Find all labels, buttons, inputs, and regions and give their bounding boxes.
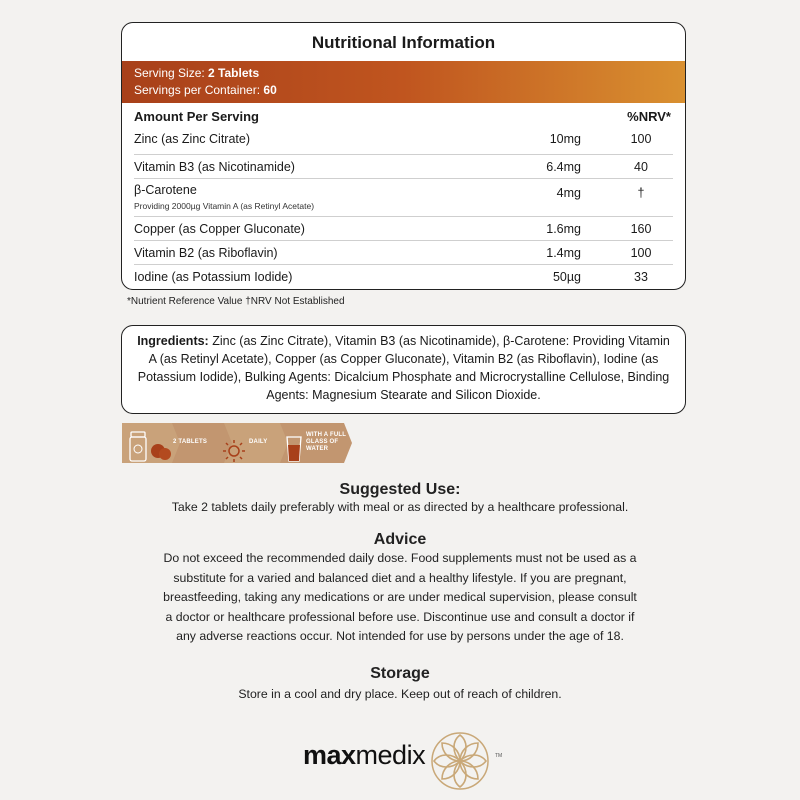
- nutrient-name: Vitamin B3 (as Nicotinamide): [134, 160, 295, 174]
- step-daily-label: DAILY: [249, 439, 268, 445]
- ingredients-text: Zinc (as Zinc Citrate), Vitamin B3 (as Nicotinamide), β-Carotene: Providing Vitamin A (as Retinyl Acetate), Copper (as Copper Gluconate), Vitamin B2 (as Riboflavin), Iodine (as Potassium Iodide), Bulking Agents: Dicalcium Phosphate and Microcrystalline Cellulose, Binding Agents: Magnesium Stearate and Silicon Dioxide.: [137, 334, 670, 402]
- step-water-line2: GLASS OF: [306, 439, 339, 445]
- brand-name-bold: max: [303, 740, 356, 770]
- sun-icon: [222, 431, 246, 471]
- nutrient-nrv: 100: [630, 246, 652, 260]
- nrv-footnote: *Nutrient Reference Value †NRV Not Established: [127, 296, 345, 307]
- nutrient-amount: 50µg: [552, 270, 581, 284]
- brand-logo-lockup: [303, 731, 533, 791]
- table-row: [134, 265, 673, 289]
- nutrient-nrv: 40: [634, 160, 648, 174]
- table-row: [134, 241, 673, 265]
- brand-name: [303, 740, 425, 771]
- nutrient-name: Iodine (as Potassium Iodide): [134, 270, 293, 284]
- nutrient-name: Vitamin B2 (as Riboflavin): [134, 246, 278, 260]
- serving-size-label: Serving Size:: [134, 66, 205, 80]
- leaf-emblem-icon: [430, 731, 490, 791]
- table-row: [134, 131, 673, 155]
- brand-name-light: medix: [355, 740, 426, 770]
- suggested-use-heading: Suggested Use:: [339, 481, 461, 498]
- nutrient-amount: 4mg: [556, 186, 581, 200]
- trademark-mark: TM: [495, 753, 503, 759]
- ingredients-label: Ingredients:: [137, 334, 209, 348]
- servings-label: Servings per Container:: [134, 83, 261, 97]
- serving-size-value: 2 Tablets: [208, 66, 260, 80]
- nutrient-amount: 6.4mg: [546, 160, 581, 174]
- serving-band: [122, 61, 685, 103]
- glass-icon: [285, 429, 303, 469]
- table-row: [134, 155, 673, 179]
- advice-text: Do not exceed the recommended daily dose. Food supplements must not be used as a substitute for a varied and balanced diet and a healthy lifestyle. If you are pregnant, breastfeeding, taking any medications or are under medical supervision, please consult a doctor or healthcare professional before use. Discontinue use and consult a doctor if any adverse reactions occur. Not intended for use by persons under the age of 18.: [163, 551, 637, 643]
- storage-text: Store in a cool and dry place. Keep out of reach of children.: [238, 687, 562, 701]
- header-amount: Amount Per Serving: [134, 109, 259, 124]
- usage-strip: [122, 423, 354, 463]
- header-nrv: %NRV*: [627, 109, 671, 124]
- step-water-line3: WATER: [306, 446, 329, 452]
- ingredients-panel: [121, 325, 686, 414]
- suggested-use-text: Take 2 tablets daily preferably with meal or as directed by a healthcare professional.: [171, 500, 629, 514]
- nutrient-nrv: 160: [630, 222, 652, 236]
- nutrient-amount: 1.6mg: [546, 222, 581, 236]
- servings-per-container: [134, 82, 673, 99]
- nutrient-amount: 1.4mg: [546, 246, 581, 260]
- serving-size: [134, 65, 673, 82]
- nutrient-name: β-Carotene: [134, 183, 197, 197]
- tablets-icon: [150, 432, 172, 472]
- nutrient-nrv: †: [637, 186, 645, 200]
- bottle-icon: [128, 427, 148, 467]
- storage-heading: Storage: [370, 665, 430, 682]
- nutrient-name: Zinc (as Zinc Citrate): [134, 132, 250, 146]
- nutrient-name: Copper (as Copper Gluconate): [134, 222, 305, 236]
- table-row: [134, 179, 673, 217]
- servings-value: 60: [263, 83, 277, 97]
- step-tablets-label: 2 TABLETS: [173, 439, 208, 445]
- advice-heading: Advice: [373, 531, 427, 548]
- step-water-line1: WITH A FULL: [306, 432, 347, 438]
- nutrient-nrv: 33: [634, 270, 648, 284]
- step-water-label: [306, 432, 346, 453]
- nutrient-nrv: 100: [630, 132, 652, 146]
- nutrient-amount: 10mg: [549, 132, 581, 146]
- nutrition-table-header: [134, 109, 673, 131]
- nutrition-panel: [121, 22, 686, 290]
- table-row: [134, 217, 673, 241]
- nutrient-subtext: Providing 2000µg Vitamin A (as Retinyl Acetate): [134, 201, 315, 211]
- nutrition-title: Nutritional Information: [311, 33, 496, 52]
